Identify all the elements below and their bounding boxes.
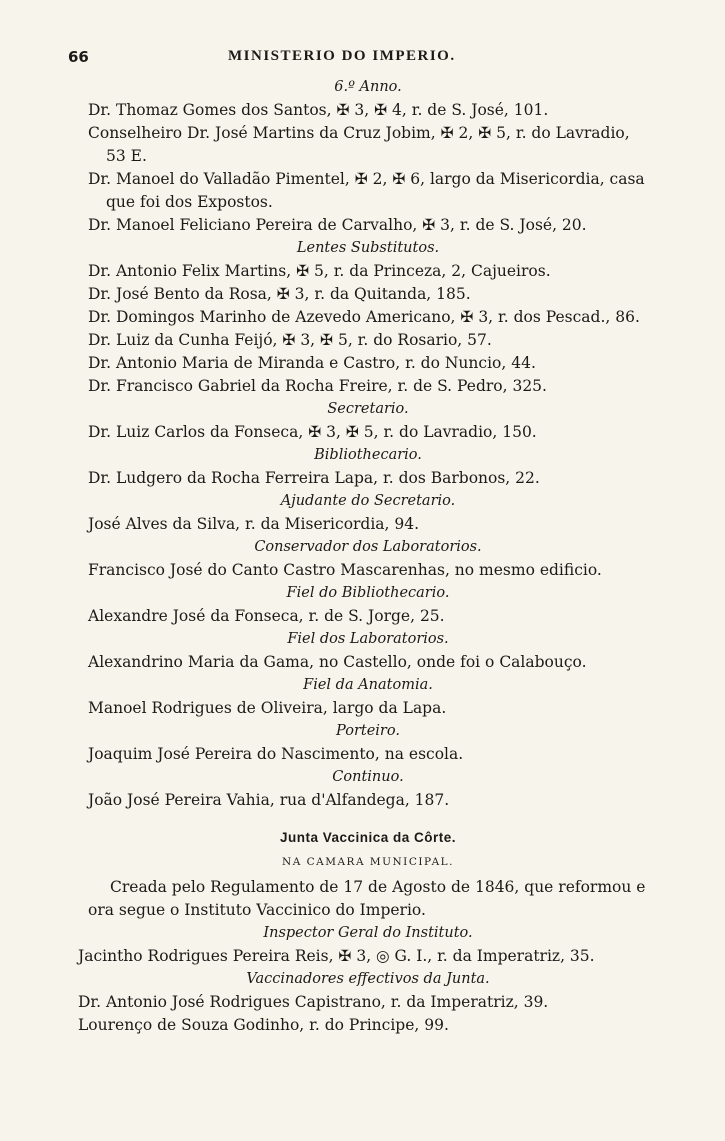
h-lentes: Lentes Substitutos. [296,240,440,256]
e-mascarenhas: Francisco José do Canto Castro Mascarenhas, no mesmo edificio. [88,561,602,579]
h-ajudante: Ajudante do Secretario. [280,493,456,509]
e-reis: Jacintho Rodrigues Pereira Reis, ✠ 3, ◎ G. I., r. da Imperatriz, 35. [78,947,595,965]
section-sub: NA CAMARA MUNICIPAL. [282,856,454,868]
h-continuo: Continuo. [332,769,404,785]
h-conservador: Conservador dos Laboratorios. [254,539,482,555]
e-nascimento: Joaquim José Pereira do Nascimento, na escola. [88,745,464,763]
e-godinho: Lourenço de Souza Godinho, r. do Principe, 99. [78,1016,449,1034]
e-silva: José Alves da Silva, r. da Misericordia, 94. [88,515,420,533]
h-vaccinadores: Vaccinadores effectivos da Junta. [246,971,490,987]
h-inspector: Inspector Geral do Instituto. [263,925,473,941]
e-pimentel: Dr. Manoel do Valladão Pimentel, ✠ 2, ✠ 6, largo da Misericordia, casa que foi dos Expostos. [88,170,645,211]
e-gama: Alexandrino Maria da Gama, no Castello, onde foi o Calabouço. [88,653,587,671]
e-fonseca-alex: Alexandre José da Fonseca, r. de S. Jorge, 25. [88,607,445,625]
e-feijo: Dr. Luiz da Cunha Feijó, ✠ 3, ✠ 5, r. do Rosario, 57. [88,331,492,349]
p-creada: Creada pelo Regulamento de 17 de Agosto de 1846, que reformou e ora segue o Instituto Vaccinico do Imperio. [88,878,646,919]
e-fonseca-luiz: Dr. Luiz Carlos da Fonseca, ✠ 3, ✠ 5, r. do Lavradio, 150. [88,423,537,441]
e-vahia: João José Pereira Vahia, rua d'Alfandega, 187. [88,791,450,809]
e-lapa: Dr. Ludgero da Rocha Ferreira Lapa, r. dos Barbonos, 22. [88,469,540,487]
e-carvalho: Dr. Manoel Feliciano Pereira de Carvalho, ✠ 3, r. de S. José, 20. [88,216,587,234]
running-head: MINISTERIO DO IMPERIO. [228,48,456,64]
page-number: 66 [68,48,89,66]
h-fiel-lab: Fiel dos Laboratorios. [287,631,449,647]
e-thomaz: Dr. Thomaz Gomes dos Santos, ✠ 3, ✠ 4, r. de S. José, 101. [88,101,549,119]
h-secretario: Secretario. [327,401,409,417]
e-oliveira: Manoel Rodrigues de Oliveira, largo da Lapa. [88,699,447,717]
h-6anno: 6.º Anno. [334,79,402,95]
e-castro: Dr. Antonio Maria de Miranda e Castro, r. do Nuncio, 44. [88,354,536,372]
document-body [78,76,648,1037]
h-fiel-bib: Fiel do Bibliothecario. [286,585,450,601]
e-freire: Dr. Francisco Gabriel da Rocha Freire, r. de S. Pedro, 325. [88,377,547,395]
h-fiel-anat: Fiel da Anatomia. [303,677,433,693]
h-porteiro: Porteiro. [336,723,400,739]
page-header [68,48,648,70]
section-title: Junta Vaccinica da Côrte. [279,830,457,845]
e-jobim: Conselheiro Dr. José Martins da Cruz Jobim, ✠ 2, ✠ 5, r. do Lavradio, 53 E. [88,124,630,165]
e-rosa: Dr. José Bento da Rosa, ✠ 3, r. da Quitanda, 185. [88,285,471,303]
e-americano: Dr. Domingos Marinho de Azevedo Americano, ✠ 3, r. dos Pescad., 86. [88,308,640,326]
h-bibliothecario: Bibliothecario. [314,447,422,463]
e-martins: Dr. Antonio Felix Martins, ✠ 5, r. da Princeza, 2, Cajueiros. [88,262,551,280]
e-capistrano: Dr. Antonio José Rodrigues Capistrano, r. da Imperatriz, 39. [78,993,549,1011]
